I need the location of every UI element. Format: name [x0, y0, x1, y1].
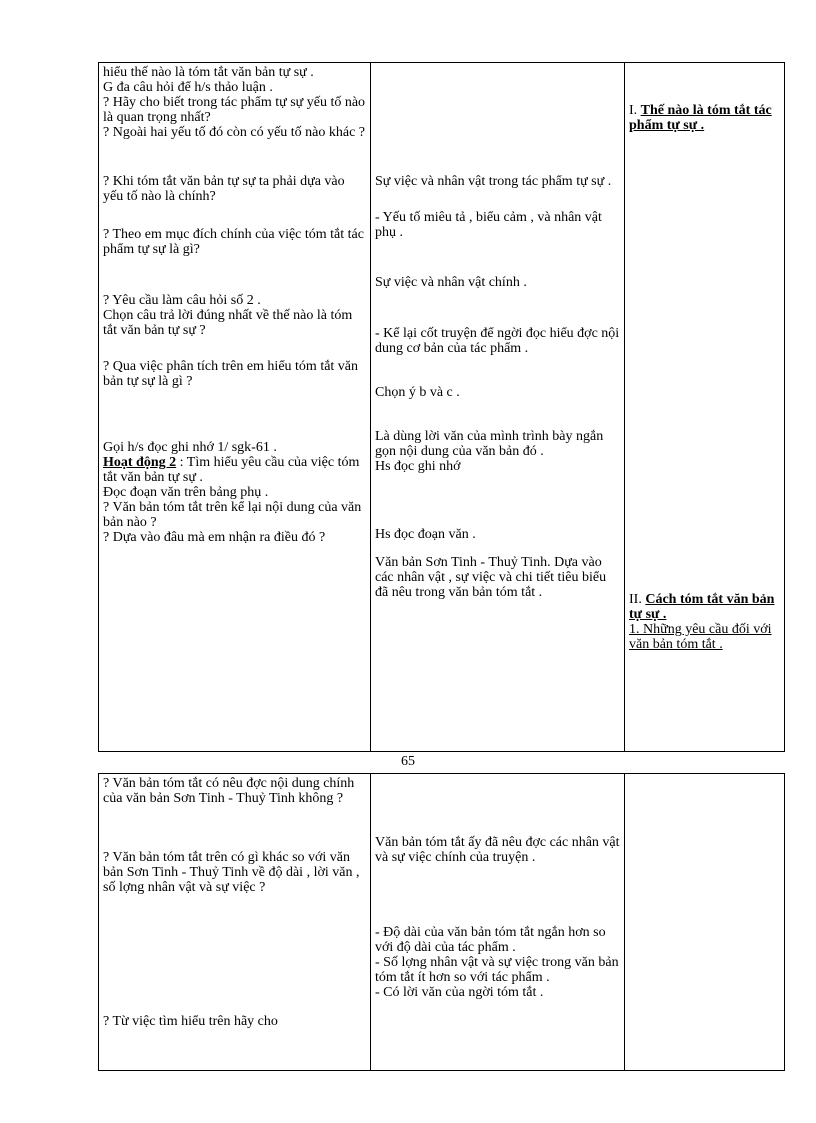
answer-block: Sự việc và nhân vật trong tác phẩm tự sự .	[375, 174, 612, 189]
answer-block: - Độ dài của văn bản tóm tắt ngắn hơn so với độ dài của tác phẩm . - Số lợng nhân vật và sự việc trong văn bản tóm tắt ít hơn so với tác phẩm . - Có lời văn của ngời tóm tắt .	[375, 925, 619, 1000]
student-activity-column	[371, 774, 625, 1071]
page-number: 65	[401, 754, 415, 769]
section-number: I.	[629, 103, 641, 118]
question-block: ? Văn bản tóm tắt có nêu đợc nội dung chính của văn bản Sơn Tinh - Thuỷ Tinh không ?	[103, 776, 355, 806]
question-block: ? Khi tóm tắt văn bản tự sự ta phải dựa vào yếu tố nào là chính?	[103, 174, 345, 204]
section-title: Cách tóm tắt văn bản tự sự .	[629, 592, 775, 622]
question-block: ? Từ việc tìm hiểu trên hãy cho	[103, 1014, 278, 1029]
question-block: ? Qua việc phân tích trên em hiểu tóm tắt văn bản tự sự là gì ?	[103, 359, 359, 389]
activity-text: : Tìm hiểu yêu cầu của việc tóm tắt văn bản tự sự . Đọc đoạn văn trên bảng phụ . ? Văn bản tóm tắt trên kể lại nội dung của văn bản nào ? ? Dựa vào đâu mà em nhận ra điều đó ?	[103, 455, 362, 545]
section-heading	[629, 103, 780, 133]
teacher-activity-column	[99, 63, 371, 752]
content-column	[625, 774, 785, 1071]
question-block: hiểu thế nào là tóm tắt văn bản tự sự . G đa câu hỏi để h/s thảo luận . ? Hãy cho biết trong tác phẩm tự sự yếu tố nào là quan trọng nhất? ? Ngoài hai yếu tố đó còn có yếu tố nào khác ?	[103, 65, 366, 140]
answer-block: Hs đọc đoạn văn .	[375, 527, 476, 542]
answer-block: Văn bản tóm tắt ấy đã nêu đợc các nhân vật và sự việc chính của truyện .	[375, 835, 620, 865]
section-number: II.	[629, 592, 646, 607]
activity-block	[103, 440, 366, 545]
answer-block: - Yếu tố miêu tả , biểu cảm , và nhân vật phụ .	[375, 210, 602, 240]
activity-heading: Hoạt động 2	[103, 455, 177, 470]
lesson-table-top	[98, 62, 785, 752]
section-heading	[629, 592, 780, 622]
student-activity-column	[371, 63, 625, 752]
answer-block: Là dùng lời văn của mình trình bày ngắn gọn nội dung của văn bản đó . Hs đọc ghi nhớ	[375, 429, 604, 474]
answer-block: Sự việc và nhân vật chính .	[375, 275, 527, 290]
answer-block: Văn bản Sơn Tinh - Thuỷ Tinh. Dựa vào các nhân vật , sự việc và chi tiết tiêu biểu đã nêu trong văn bản tóm tắt .	[375, 555, 607, 600]
question-block: ? Theo em mục đích chính của việc tóm tắt tác phẩm tự sự là gì?	[103, 227, 364, 257]
section-title: Thế nào là tóm tắt tác phẩm tự sự .	[629, 103, 772, 133]
answer-block: Chọn ý b và c .	[375, 385, 460, 400]
question-block: ? Yêu cầu làm câu hỏi số 2 . Chọn câu trả lời đúng nhất về thế nào là tóm tắt văn bản tự sự ?	[103, 293, 353, 338]
question-block: ? Văn bản tóm tắt trên có gì khác so với văn bản Sơn Tinh - Thuỷ Tinh về độ dài , lời văn , số lợng nhân vật và sự việc ?	[103, 850, 360, 895]
memo-instruction: Gọi h/s đọc ghi nhớ 1/ sgk-61 .	[103, 440, 277, 455]
lesson-table-bottom	[98, 773, 785, 1071]
answer-block: - Kể lại cốt truyện để ngời đọc hiểu đợc nội dung cơ bản của tác phẩm .	[375, 326, 620, 356]
teacher-activity-column	[99, 774, 371, 1071]
content-column	[625, 63, 785, 752]
subsection-title: 1. Những yêu cầu đối với văn bản tóm tắt .	[629, 622, 772, 652]
